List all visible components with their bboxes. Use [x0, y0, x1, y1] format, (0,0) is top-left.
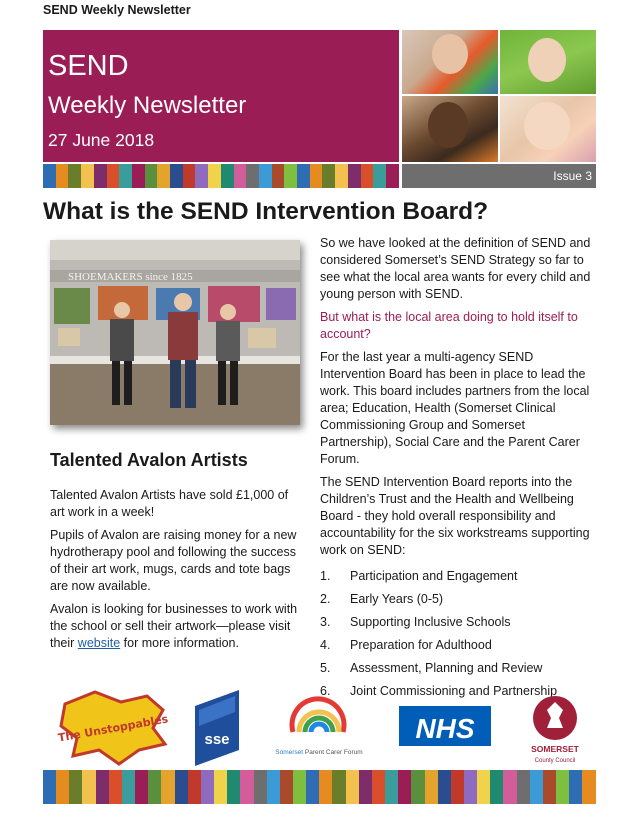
- stripe-segment: [272, 164, 285, 188]
- stripe-segment: [96, 770, 109, 804]
- photo-baby: [500, 96, 596, 162]
- unstoppables-logo: [57, 692, 170, 764]
- stripe-segment: [170, 164, 183, 188]
- sse-logo: [195, 690, 239, 766]
- list-number: 5.: [320, 661, 331, 675]
- stripe-segment: [240, 770, 253, 804]
- somerset-county-council-logo: [531, 696, 580, 764]
- stripe-segment: [201, 770, 214, 804]
- stripe-segment: [293, 770, 306, 804]
- gallery-scene: [50, 240, 300, 425]
- stripe-segment: [297, 164, 310, 188]
- left-paragraph: Pupils of Avalon are raising money for a new hydrotherapy pool and following the success of their art work, mugs, cards and tote bags are now available.: [50, 528, 297, 593]
- photo-smiling-boy: [402, 96, 498, 162]
- sse-text: sse: [204, 731, 230, 748]
- banner-date: 27 June 2018: [48, 130, 155, 150]
- stripe-segment: [68, 164, 81, 188]
- list-label: Assessment, Planning and Review: [350, 661, 543, 675]
- partner-logos: [43, 688, 596, 766]
- list-number: 6.: [320, 684, 331, 698]
- stripe-segment: [569, 770, 582, 804]
- stripe-segment: [227, 770, 240, 804]
- stripe-segment: [372, 770, 385, 804]
- scc-text-b: County Council: [534, 758, 576, 764]
- stripe-segment: [530, 770, 543, 804]
- sign-text: SHOEMAKERS since 1825: [68, 271, 193, 283]
- list-number: 1.: [320, 569, 331, 583]
- stripe-segment: [183, 164, 196, 188]
- stripe-segment: [234, 164, 247, 188]
- stripe-segment: [582, 770, 595, 804]
- workstream-list: [320, 565, 594, 703]
- stripe-segment: [451, 770, 464, 804]
- stripe-segment: [107, 164, 120, 188]
- stripe-segment: [359, 770, 372, 804]
- avalon-artists-photo: [50, 240, 300, 425]
- stripe-segment: [556, 770, 569, 804]
- stripe-segment: [208, 164, 221, 188]
- stripe-segment: [332, 770, 345, 804]
- parent-carer-forum-logo: [275, 699, 362, 756]
- color-stripe: [43, 770, 596, 804]
- stripe-segment: [109, 770, 122, 804]
- title-banner: [43, 30, 399, 162]
- stripe-segment: [477, 770, 490, 804]
- list-label: Early Years (0-5): [350, 592, 444, 606]
- stripe-segment: [517, 770, 530, 804]
- header-photo-collage: [402, 30, 596, 162]
- list-item: [320, 657, 594, 680]
- list-item: [320, 588, 594, 611]
- list-number: 2.: [320, 592, 331, 606]
- right-column: [320, 235, 594, 703]
- website-link[interactable]: website: [77, 636, 121, 650]
- color-stripe: [43, 164, 399, 188]
- list-item: [320, 565, 594, 588]
- stripe-segment: [145, 164, 158, 188]
- stripe-segment: [119, 164, 132, 188]
- stripe-segment: [214, 770, 227, 804]
- stripe-segment: [373, 164, 386, 188]
- right-paragraph: So we have looked at the definition of SEND and considered Somerset’s SEND Strategy so far to see what the local area wants for every child and young person with SEND.: [320, 236, 591, 301]
- stripe-segment: [56, 770, 69, 804]
- highlight-question: But what is the local area doing to hold itself to account?: [320, 310, 578, 341]
- stripe-segment: [425, 770, 438, 804]
- list-label: Participation and Engagement: [350, 569, 518, 583]
- stripe-segment: [310, 164, 323, 188]
- list-item: [320, 611, 594, 634]
- list-label: Preparation for Adulthood: [350, 638, 492, 652]
- stripe-segment: [122, 770, 135, 804]
- list-number: 3.: [320, 615, 331, 629]
- stripe-segment: [135, 770, 148, 804]
- stripe-segment: [148, 770, 161, 804]
- stripe-segment: [280, 770, 293, 804]
- newsletter-top-label: SEND Weekly Newsletter: [43, 3, 191, 17]
- stripe-segment: [259, 164, 272, 188]
- left-column: [50, 487, 300, 658]
- stripe-segment: [386, 164, 399, 188]
- pcf-text-b: Parent Carer Forum: [303, 749, 363, 756]
- stripe-segment: [246, 164, 259, 188]
- stripe-segment: [503, 770, 516, 804]
- stripe-segment: [175, 770, 188, 804]
- photo-smiling-woman: [500, 30, 596, 94]
- stripe-segment: [348, 164, 361, 188]
- stripe-segment: [188, 770, 201, 804]
- stripe-segment: [319, 770, 332, 804]
- scc-text-a: SOMERSET: [531, 744, 579, 754]
- stripe-segment: [284, 164, 297, 188]
- nhs-text: NHS: [415, 713, 475, 744]
- stripe-segment: [438, 770, 451, 804]
- stripe-segment: [56, 164, 69, 188]
- stripe-segment: [254, 770, 267, 804]
- stripe-segment: [464, 770, 477, 804]
- stripe-segment: [322, 164, 335, 188]
- list-number: 4.: [320, 638, 331, 652]
- stripe-segment: [69, 770, 82, 804]
- unstoppables-text: The Unstoppables: [57, 712, 170, 745]
- stripe-segment: [335, 164, 348, 188]
- stripe-segment: [195, 164, 208, 188]
- left-section-heading: Talented Avalon Artists: [50, 450, 248, 470]
- photo-child-painted-hands: [402, 30, 498, 94]
- stripe-segment: [132, 164, 145, 188]
- issue-number: Issue 3: [402, 164, 596, 188]
- right-paragraph: For the last year a multi-agency SEND Intervention Board has been in place to lead the work. This board includes partners from the local area; Education, Health (Somerset Clinical Commissioning Group and Somerset Partnership), Social Care and the Parent Carer Forum.: [320, 350, 590, 466]
- left-paragraph-with-link: [50, 601, 300, 652]
- stripe-segment: [81, 164, 94, 188]
- stripe-segment: [398, 770, 411, 804]
- stripe-segment: [43, 164, 56, 188]
- stripe-segment: [267, 770, 280, 804]
- list-label: Joint Commissioning and Partnership: [350, 684, 558, 698]
- left-paragraph-text: for more information.: [120, 636, 239, 650]
- stripe-segment: [221, 164, 234, 188]
- stripe-segment: [161, 770, 174, 804]
- stripe-segment: [543, 770, 556, 804]
- stripe-segment: [346, 770, 359, 804]
- stripe-segment: [490, 770, 503, 804]
- banner-title: SEND: [48, 50, 129, 82]
- banner-subtitle: Weekly Newsletter: [48, 92, 247, 119]
- stripe-segment: [411, 770, 424, 804]
- stripe-segment: [306, 770, 319, 804]
- article-headline: What is the SEND Intervention Board?: [43, 198, 489, 225]
- stripe-segment: [43, 770, 56, 804]
- pcf-text-a: Somerset: [275, 749, 304, 756]
- left-paragraph-text: Avalon is looking for businesses to work with the school or sell their artwork—please visit their: [50, 602, 298, 650]
- stripe-segment: [94, 164, 107, 188]
- right-paragraph: The SEND Intervention Board reports into the Children’s Trust and the Health and Wellbeing Board - they hold overall responsibility and accountability for the six workstreams supporting work on SEND:: [320, 475, 590, 557]
- list-label: Supporting Inclusive Schools: [350, 615, 511, 629]
- stripe-segment: [361, 164, 374, 188]
- stripe-segment: [385, 770, 398, 804]
- nhs-logo: [399, 706, 491, 746]
- stripe-segment: [82, 770, 95, 804]
- stripe-segment: [157, 164, 170, 188]
- svg-text:Somerset Parent Carer Forum: [275, 749, 362, 756]
- left-paragraph: Talented Avalon Artists have sold £1,000 of art work in a week!: [50, 488, 289, 519]
- list-item: [320, 634, 594, 657]
